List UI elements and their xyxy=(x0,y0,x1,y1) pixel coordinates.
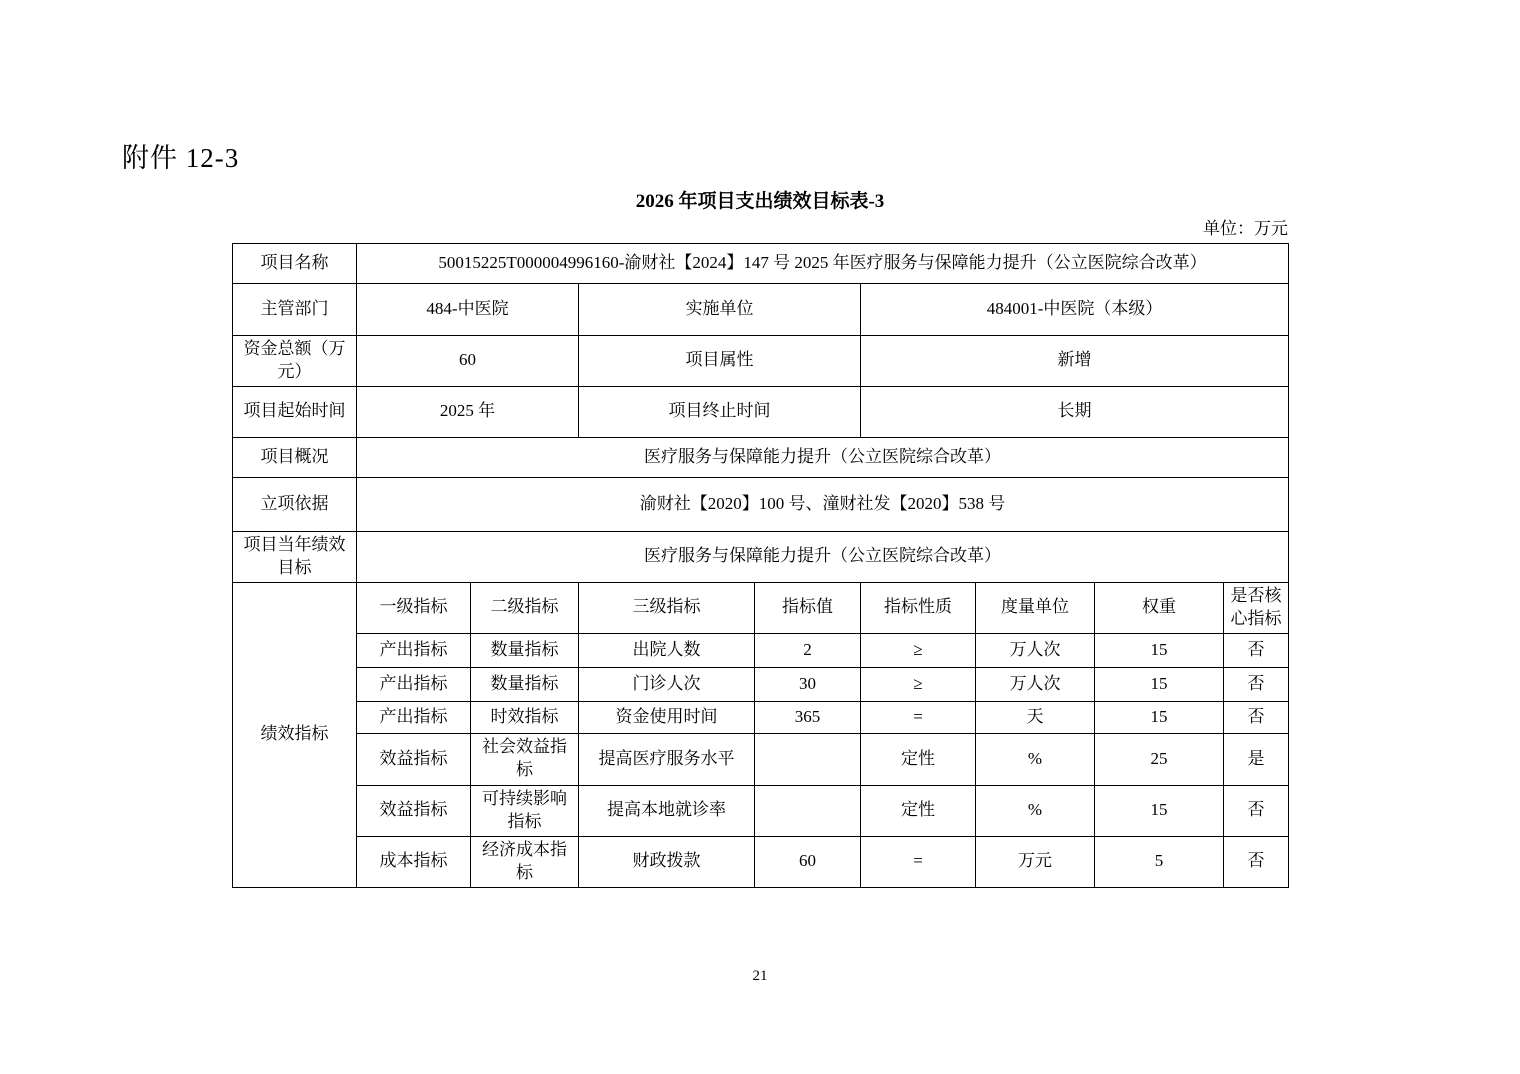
indicator-cell: 效益指标 xyxy=(357,733,471,785)
indicator-cell: 否 xyxy=(1224,785,1289,836)
indicator-cell: = xyxy=(861,836,976,887)
attribute-label: 项目属性 xyxy=(579,336,861,387)
impl-unit-value: 484001-中医院（本级） xyxy=(861,284,1289,336)
indicator-cell: 定性 xyxy=(861,785,976,836)
indicator-cell: 5 xyxy=(1095,836,1224,887)
indicator-cell: 25 xyxy=(1095,733,1224,785)
basis-value: 渝财社【2020】100 号、潼财社发【2020】538 号 xyxy=(357,477,1289,531)
indicator-cell: 万人次 xyxy=(976,633,1095,667)
indicator-cell: 否 xyxy=(1224,701,1289,733)
indicator-cell: 15 xyxy=(1095,667,1224,701)
row-annual-goal xyxy=(233,531,1289,582)
col-header-level2: 二级指标 xyxy=(471,582,579,633)
indicator-cell: 30 xyxy=(755,667,861,701)
indicator-cell: 万人次 xyxy=(976,667,1095,701)
indicator-row xyxy=(233,633,1289,667)
col-header-weight: 权重 xyxy=(1095,582,1224,633)
col-header-unit: 度量单位 xyxy=(976,582,1095,633)
dept-label: 主管部门 xyxy=(233,284,357,336)
indicator-cell: 否 xyxy=(1224,667,1289,701)
indicator-cell: 否 xyxy=(1224,633,1289,667)
indicator-header-row xyxy=(233,582,1289,633)
row-project-name xyxy=(233,244,1289,284)
indicator-cell: 成本指标 xyxy=(357,836,471,887)
indicator-cell: 15 xyxy=(1095,633,1224,667)
indicator-cell: 365 xyxy=(755,701,861,733)
annual-goal-label: 项目当年绩效目标 xyxy=(233,531,357,582)
indicator-cell: ≥ xyxy=(861,667,976,701)
indicator-cell: 是 xyxy=(1224,733,1289,785)
indicator-cell: 提高医疗服务水平 xyxy=(579,733,755,785)
indicator-cell: 时效指标 xyxy=(471,701,579,733)
end-time-label: 项目终止时间 xyxy=(579,386,861,437)
dept-value: 484-中医院 xyxy=(357,284,579,336)
indicator-cell: 出院人数 xyxy=(579,633,755,667)
start-time-value: 2025 年 xyxy=(357,386,579,437)
indicator-cell: 万元 xyxy=(976,836,1095,887)
indicator-cell: 15 xyxy=(1095,701,1224,733)
indicator-cell: 数量指标 xyxy=(471,633,579,667)
indicator-cell xyxy=(755,733,861,785)
row-overview xyxy=(233,437,1289,477)
performance-target-table xyxy=(232,243,1289,888)
attachment-label: 附件 12-3 xyxy=(122,143,240,173)
indicator-cell: 提高本地就诊率 xyxy=(579,785,755,836)
indicator-cell: 社会效益指标 xyxy=(471,733,579,785)
annual-goal-value: 医疗服务与保障能力提升（公立医院综合改革） xyxy=(357,531,1289,582)
total-fund-label: 资金总额（万元） xyxy=(233,336,357,387)
project-name-label: 项目名称 xyxy=(233,244,357,284)
row-basis xyxy=(233,477,1289,531)
indicator-cell: 15 xyxy=(1095,785,1224,836)
end-time-value: 长期 xyxy=(861,386,1289,437)
indicator-cell: 可持续影响指标 xyxy=(471,785,579,836)
indicator-cell: 2 xyxy=(755,633,861,667)
performance-section-label: 绩效指标 xyxy=(233,582,357,887)
indicator-row xyxy=(233,701,1289,733)
row-departments xyxy=(233,284,1289,336)
indicator-cell: 经济成本指标 xyxy=(471,836,579,887)
indicator-row xyxy=(233,836,1289,887)
indicator-cell: 资金使用时间 xyxy=(579,701,755,733)
indicator-row xyxy=(233,785,1289,836)
indicator-cell: 门诊人次 xyxy=(579,667,755,701)
total-fund-value: 60 xyxy=(357,336,579,387)
indicator-cell: % xyxy=(976,785,1095,836)
row-funding xyxy=(233,336,1289,387)
indicator-cell: 天 xyxy=(976,701,1095,733)
col-header-level3: 三级指标 xyxy=(579,582,755,633)
indicator-cell: % xyxy=(976,733,1095,785)
overview-value: 医疗服务与保障能力提升（公立医院综合改革） xyxy=(357,437,1289,477)
col-header-core: 是否核心指标 xyxy=(1224,582,1289,633)
project-name-value: 50015225T000004996160-渝财社【2024】147 号 2025 年医疗服务与保障能力提升（公立医院综合改革） xyxy=(357,244,1289,284)
indicator-cell: 数量指标 xyxy=(471,667,579,701)
indicator-cell: 财政拨款 xyxy=(579,836,755,887)
indicator-cell: 产出指标 xyxy=(357,701,471,733)
impl-unit-label: 实施单位 xyxy=(579,284,861,336)
page-title: 2026 年项目支出绩效目标表-3 xyxy=(635,191,885,212)
overview-label: 项目概况 xyxy=(233,437,357,477)
row-timeline xyxy=(233,386,1289,437)
indicator-row xyxy=(233,733,1289,785)
page-number: 21 xyxy=(752,968,768,984)
unit-note: 单位：万元 xyxy=(1203,219,1288,238)
basis-label: 立项依据 xyxy=(233,477,357,531)
col-header-value: 指标值 xyxy=(755,582,861,633)
indicator-cell: ≥ xyxy=(861,633,976,667)
attribute-value: 新增 xyxy=(861,336,1289,387)
indicator-cell: = xyxy=(861,701,976,733)
col-header-nature: 指标性质 xyxy=(861,582,976,633)
col-header-level1: 一级指标 xyxy=(357,582,471,633)
indicator-cell: 定性 xyxy=(861,733,976,785)
indicator-cell: 产出指标 xyxy=(357,633,471,667)
start-time-label: 项目起始时间 xyxy=(233,386,357,437)
indicator-cell: 60 xyxy=(755,836,861,887)
indicator-cell: 产出指标 xyxy=(357,667,471,701)
indicator-cell: 否 xyxy=(1224,836,1289,887)
indicator-cell: 效益指标 xyxy=(357,785,471,836)
indicator-row xyxy=(233,667,1289,701)
indicator-cell xyxy=(755,785,861,836)
